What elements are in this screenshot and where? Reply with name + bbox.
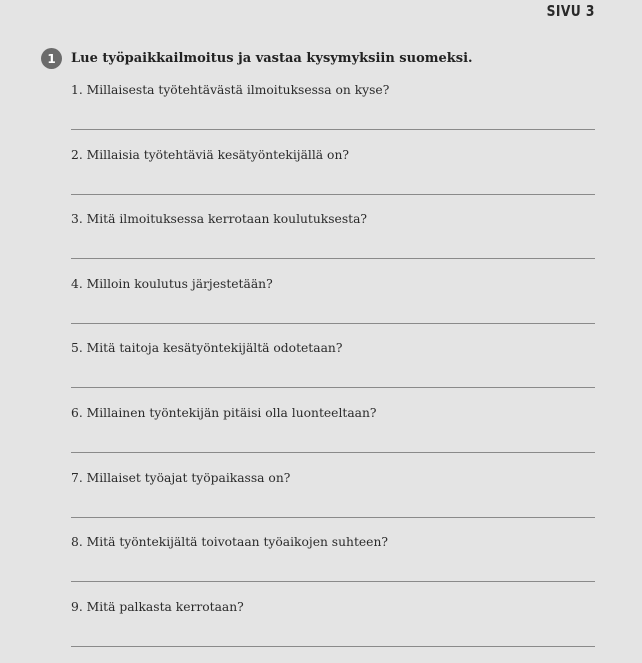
page-number-label: SIVU 3 [546,2,595,20]
question-text: 5. Mitä taitoja kesätyöntekijältä odotetaan? [71,341,343,356]
question-item [71,534,595,599]
answer-line[interactable] [71,323,595,324]
question-item [71,82,595,147]
question-text: 9. Mitä palkasta kerrotaan? [71,599,244,614]
question-item [71,470,595,535]
answer-line[interactable] [71,646,595,647]
task-header [41,48,473,69]
question-text: 6. Millainen työntekijän pitäisi olla luonteeltaan? [71,405,377,420]
answer-line[interactable] [71,387,595,388]
question-item [71,211,595,276]
answer-line[interactable] [71,581,595,582]
question-text: 2. Millaisia työtehtäviä kesätyöntekijällä on? [71,147,349,162]
answer-line[interactable] [71,129,595,130]
question-text: 3. Mitä ilmoituksessa kerrotaan koulutuksesta? [71,212,367,227]
question-item [71,405,595,470]
question-item [71,276,595,341]
task-number-badge: 1 [41,48,62,69]
answer-line[interactable] [71,258,595,259]
answer-line[interactable] [71,452,595,453]
question-item [71,340,595,405]
question-text: 7. Millaiset työajat työpaikassa on? [71,470,291,485]
question-text: 1. Millaisesta työtehtävästä ilmoituksessa on kyse? [71,83,390,97]
answer-line[interactable] [71,194,595,195]
question-list [71,82,595,663]
question-item [71,599,595,663]
question-text: 4. Milloin koulutus järjestetään? [71,276,273,291]
question-item [71,147,595,212]
answer-line[interactable] [71,517,595,518]
task-instruction: Lue työpaikkailmoitus ja vastaa kysymyksiin suomeksi. [71,51,473,66]
question-text: 8. Mitä työntekijältä toivotaan työaikojen suhteen? [71,535,388,550]
